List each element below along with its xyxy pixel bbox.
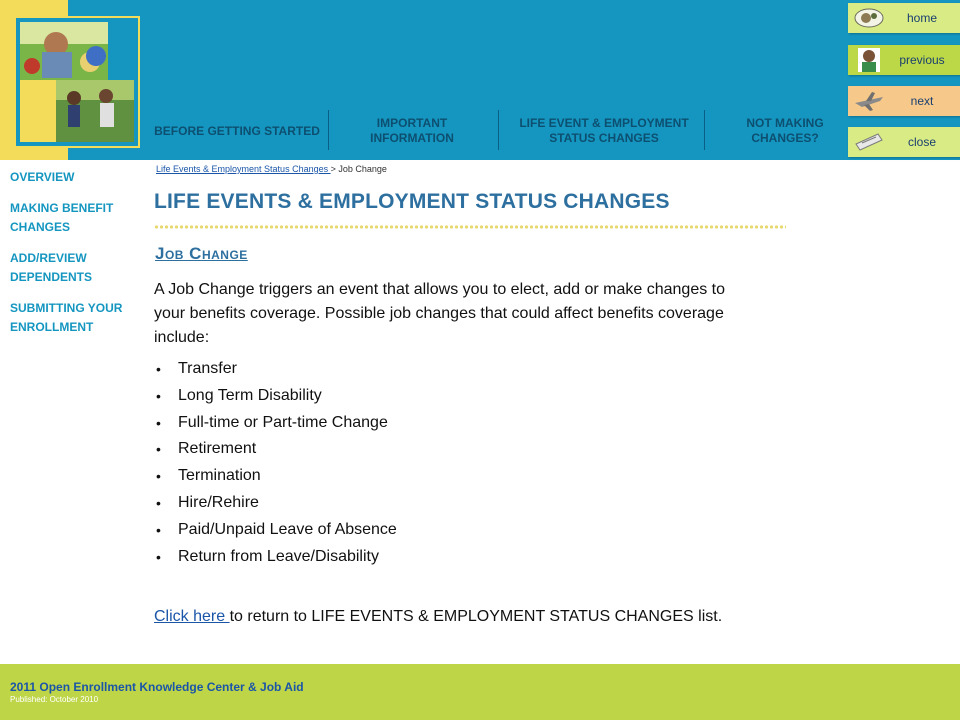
footer-title: 2011 Open Enrollment Knowledge Center & Job Aid bbox=[10, 680, 304, 694]
sidebar-nav bbox=[10, 168, 140, 349]
list-item: • Transfer bbox=[154, 356, 397, 383]
previous-button-label: previous bbox=[899, 53, 945, 67]
list-item: • Termination bbox=[154, 463, 397, 490]
job-change-list bbox=[154, 356, 397, 570]
previous-button[interactable] bbox=[848, 45, 960, 75]
next-button[interactable] bbox=[848, 86, 960, 116]
section-title: Job Change bbox=[155, 244, 248, 263]
click-here-link[interactable]: Click here bbox=[154, 608, 230, 625]
sidebar-item-overview[interactable]: OVERVIEW bbox=[10, 170, 75, 184]
sidebar-item-submitting-your-enrollment[interactable]: SUBMITTING YOUR ENROLLMENT bbox=[10, 301, 123, 334]
footer bbox=[0, 664, 960, 720]
tab-divider bbox=[704, 110, 705, 150]
home-icon bbox=[848, 3, 890, 33]
list-item: • Retirement bbox=[154, 436, 397, 463]
list-item: • Paid/Unpaid Leave of Absence bbox=[154, 517, 397, 544]
return-text: to return to LIFE EVENTS & EMPLOYMENT STATUS CHANGES list. bbox=[229, 608, 723, 625]
tab-before-getting-started[interactable]: BEFORE GETTING STARTED bbox=[154, 123, 320, 138]
breadcrumb-separator: > bbox=[330, 164, 339, 174]
dotted-divider bbox=[154, 224, 786, 230]
close-button-label: close bbox=[907, 135, 936, 149]
tab-life-event-employment-status-changes[interactable]: LIFE EVENT & EMPLOYMENT STATUS CHANGES bbox=[519, 116, 689, 145]
list-item: • Hire/Rehire bbox=[154, 490, 397, 517]
breadcrumb-link[interactable]: Life Events & Employment Status Changes bbox=[156, 164, 331, 174]
home-button[interactable] bbox=[848, 3, 960, 33]
breadcrumb bbox=[156, 164, 387, 174]
breadcrumb-current: Job Change bbox=[338, 164, 387, 174]
return-line bbox=[154, 608, 722, 626]
footer-published-date: Published: October 2010 bbox=[10, 695, 99, 704]
intro-paragraph: A Job Change triggers an event that allows you to elect, add or make changes to your benefits coverage. Possible job changes that could affect benefits coverage include: bbox=[154, 281, 726, 346]
tab-divider bbox=[498, 110, 499, 150]
top-nav-tabs bbox=[148, 106, 842, 156]
next-button-label: next bbox=[910, 94, 934, 108]
home-button-label: home bbox=[906, 11, 938, 25]
person-icon bbox=[848, 45, 890, 75]
ticket-icon bbox=[848, 127, 890, 157]
tab-divider bbox=[328, 110, 329, 150]
close-button[interactable] bbox=[848, 127, 960, 157]
list-item: • Return from Leave/Disability bbox=[154, 544, 397, 571]
tab-important-information[interactable]: IMPORTANT INFORMATION bbox=[370, 116, 454, 145]
sidebar-item-making-benefit-changes[interactable]: MAKING BENEFIT CHANGES bbox=[10, 201, 114, 234]
list-item: • Full-time or Part-time Change bbox=[154, 410, 397, 437]
sidebar-item-add-review-dependents[interactable]: ADD/REVIEW DEPENDENTS bbox=[10, 251, 93, 284]
plane-icon bbox=[848, 86, 890, 116]
page-title: LIFE EVENTS & EMPLOYMENT STATUS CHANGES bbox=[154, 190, 670, 213]
list-item: • Long Term Disability bbox=[154, 383, 397, 410]
header-photo-collage bbox=[14, 16, 140, 148]
tab-not-making-changes[interactable]: NOT MAKING CHANGES? bbox=[746, 116, 824, 145]
